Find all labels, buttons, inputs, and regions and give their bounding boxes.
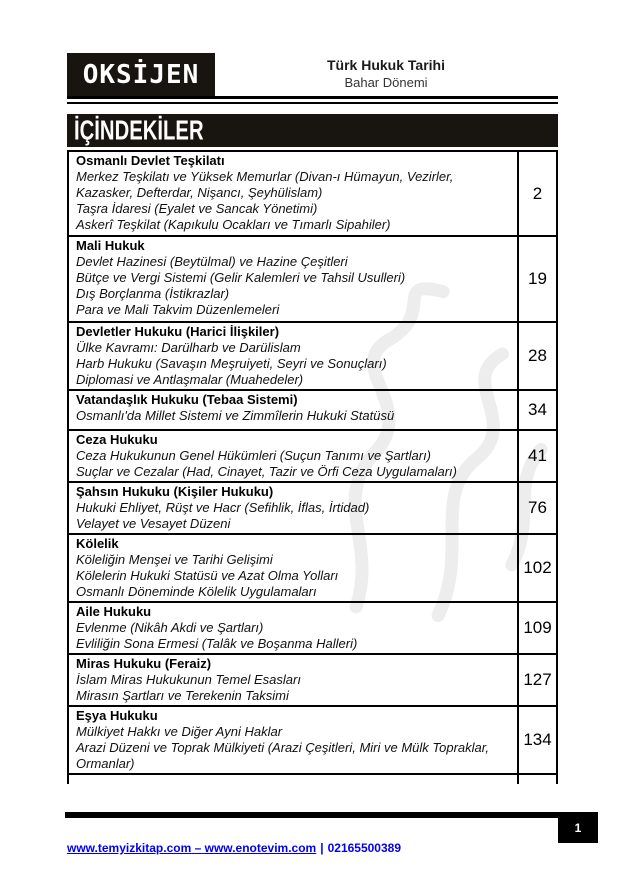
toc-stub-content bbox=[69, 775, 517, 784]
toc-row-page: 109 bbox=[517, 603, 556, 653]
footer-dash: – bbox=[194, 841, 202, 855]
toc-row-line: Evliliğin Sona Ermesi (Talâk ve Boşanma Halleri) bbox=[76, 636, 358, 651]
toc-row bbox=[69, 237, 556, 323]
toc-title-bar bbox=[67, 114, 558, 147]
toc-row-lines bbox=[76, 448, 511, 480]
toc-title: İÇİNDEKİLER bbox=[74, 114, 204, 146]
toc-row bbox=[69, 655, 556, 707]
toc-row-line: Para ve Mali Takvim Düzenlemeleri bbox=[76, 302, 280, 317]
toc-row-page: 34 bbox=[517, 391, 556, 429]
toc-row-line: Taşra İdaresi (Eyalet ve Sancak Yönetimi) bbox=[76, 201, 318, 216]
toc-row-page: 76 bbox=[517, 483, 556, 533]
toc-row-line: Dış Borçlanma (İstikrazlar) bbox=[76, 286, 230, 301]
toc-row-content bbox=[69, 323, 517, 389]
toc-stub-page bbox=[517, 775, 556, 784]
publisher-logo-text: OKSİJEN bbox=[82, 59, 200, 90]
toc-row-lines bbox=[76, 500, 511, 532]
toc-row-lines bbox=[76, 672, 511, 704]
toc-row-line: Suçlar ve Cezalar (Had, Cinayet, Tazir ve Örfi Ceza Uygulamaları) bbox=[76, 464, 457, 479]
toc-row bbox=[69, 707, 556, 775]
toc-row-page: 28 bbox=[517, 323, 556, 389]
toc-row-page: 41 bbox=[517, 431, 556, 481]
course-title: Türk Hukuk Tarihi bbox=[327, 57, 445, 73]
toc-row-content bbox=[69, 603, 517, 653]
page-header bbox=[215, 57, 557, 90]
toc-table bbox=[67, 150, 558, 784]
toc-row-content bbox=[69, 483, 517, 533]
toc-row-line: Köleliğin Menşei ve Tarihi Gelişimi bbox=[76, 552, 273, 567]
toc-row bbox=[69, 431, 556, 483]
toc-row-content bbox=[69, 237, 517, 321]
toc-row-line: Merkez Teşkilatı ve Yüksek Memurlar (Divan-ı Hümayun, Vezirler, Kazasker, Defterdar, Nişancı, Şeyhülislam) bbox=[76, 169, 454, 200]
toc-row-line: Devlet Hazinesi (Beytülmal) ve Hazine Çeşitleri bbox=[76, 254, 348, 269]
toc-row-content bbox=[69, 152, 517, 235]
toc-row-title: Aile Hukuku bbox=[76, 604, 152, 619]
footer-phone: 02165500389 bbox=[327, 841, 402, 855]
toc-row-line: Ülke Kavramı: Darülharb ve Darülislam bbox=[76, 340, 301, 355]
toc-row-line: Hukuki Ehliyet, Rüşt ve Hacr (Sefihlik, İflas, İrtidad) bbox=[76, 500, 370, 515]
toc-row-lines bbox=[76, 254, 511, 318]
footer-divider bbox=[65, 812, 558, 818]
toc-row-lines bbox=[76, 724, 511, 772]
toc-row-title: Mali Hukuk bbox=[76, 238, 145, 253]
toc-row-line: Osmanlı Döneminde Kölelik Uygulamaları bbox=[76, 584, 317, 599]
toc-row bbox=[69, 152, 556, 237]
page-number-box bbox=[558, 812, 598, 843]
toc-row-content bbox=[69, 535, 517, 601]
toc-row-line: Harb Hukuku (Savaşın Meşruiyeti, Seyri ve Sonuçları) bbox=[76, 356, 387, 371]
toc-row-title: Vatandaşlık Hukuku (Tebaa Sistemi) bbox=[76, 392, 298, 407]
toc-row-lines bbox=[76, 169, 511, 233]
toc-row-page: 134 bbox=[517, 707, 556, 773]
toc-row-line: Evlenme (Nikâh Akdi ve Şartları) bbox=[76, 620, 264, 635]
toc-row bbox=[69, 603, 556, 655]
toc-row-page: 19 bbox=[517, 237, 556, 321]
toc-row-line: Kölelerin Hukuki Statüsü ve Azat Olma Yolları bbox=[76, 568, 339, 583]
toc-row-content bbox=[69, 707, 517, 773]
toc-stub-row bbox=[69, 775, 556, 784]
toc-row bbox=[69, 323, 556, 391]
footer-link-temyizkitap[interactable]: www.temyizkitap.com bbox=[67, 841, 192, 855]
publisher-logo bbox=[67, 53, 215, 96]
toc-row-lines bbox=[76, 408, 511, 424]
page-number: 1 bbox=[574, 820, 582, 835]
footer-separator: | bbox=[320, 841, 324, 855]
toc-row-content bbox=[69, 655, 517, 705]
footer-link-enotevim[interactable]: www.enotevim.com bbox=[204, 841, 317, 855]
toc-row-line: Osmanlı'da Millet Sistemi ve Zimmîlerin Hukuki Statüsü bbox=[76, 408, 395, 423]
toc-row-content bbox=[69, 431, 517, 481]
toc-row-page: 127 bbox=[517, 655, 556, 705]
toc-row-page: 2 bbox=[517, 152, 556, 235]
toc-row-title: Şahsın Hukuku (Kişiler Hukuku) bbox=[76, 484, 274, 499]
toc-row-line: Bütçe ve Vergi Sistemi (Gelir Kalemleri ve Tahsil Usulleri) bbox=[76, 270, 406, 285]
toc-row-line: Mülkiyet Hakkı ve Diğer Ayni Haklar bbox=[76, 724, 283, 739]
toc-row-line: Arazi Düzeni ve Toprak Mülkiyeti (Arazi Çeşitleri, Miri ve Mülk Topraklar, Ormanlar) bbox=[76, 740, 489, 771]
toc-row-title: Devletler Hukuku (Harici İlişkiler) bbox=[76, 324, 280, 339]
toc-row bbox=[69, 391, 556, 431]
toc-row-title: Ceza Hukuku bbox=[76, 432, 158, 447]
toc-row-page: 102 bbox=[517, 535, 556, 601]
toc-row bbox=[69, 535, 556, 603]
toc-row-title: Eşya Hukuku bbox=[76, 708, 158, 723]
toc-row-title: Osmanlı Devlet Teşkilatı bbox=[76, 153, 225, 168]
footer-links bbox=[67, 841, 401, 855]
toc-row-lines bbox=[76, 340, 511, 388]
toc-row-line: İslam Miras Hukukunun Temel Esasları bbox=[76, 672, 301, 687]
toc-row-line: Ceza Hukukunun Genel Hükümleri (Suçun Tanımı ve Şartları) bbox=[76, 448, 432, 463]
course-term: Bahar Dönemi bbox=[344, 75, 428, 90]
toc-row-line: Diplomasi ve Antlaşmalar (Muahedeler) bbox=[76, 372, 304, 387]
toc-row bbox=[69, 483, 556, 535]
toc-row-title: Kölelik bbox=[76, 536, 119, 551]
toc-row-line: Velayet ve Vesayet Düzeni bbox=[76, 516, 231, 531]
header-divider bbox=[67, 96, 558, 104]
toc-row-line: Mirasın Şartları ve Terekenin Taksimi bbox=[76, 688, 289, 703]
toc-row-lines bbox=[76, 552, 511, 600]
toc-rows bbox=[69, 152, 556, 775]
toc-row-content bbox=[69, 391, 517, 429]
toc-row-lines bbox=[76, 620, 511, 652]
toc-row-title: Miras Hukuku (Feraiz) bbox=[76, 656, 212, 671]
toc-row-line: Askerî Teşkilat (Kapıkulu Ocakları ve Tımarlı Sipahiler) bbox=[76, 217, 391, 232]
